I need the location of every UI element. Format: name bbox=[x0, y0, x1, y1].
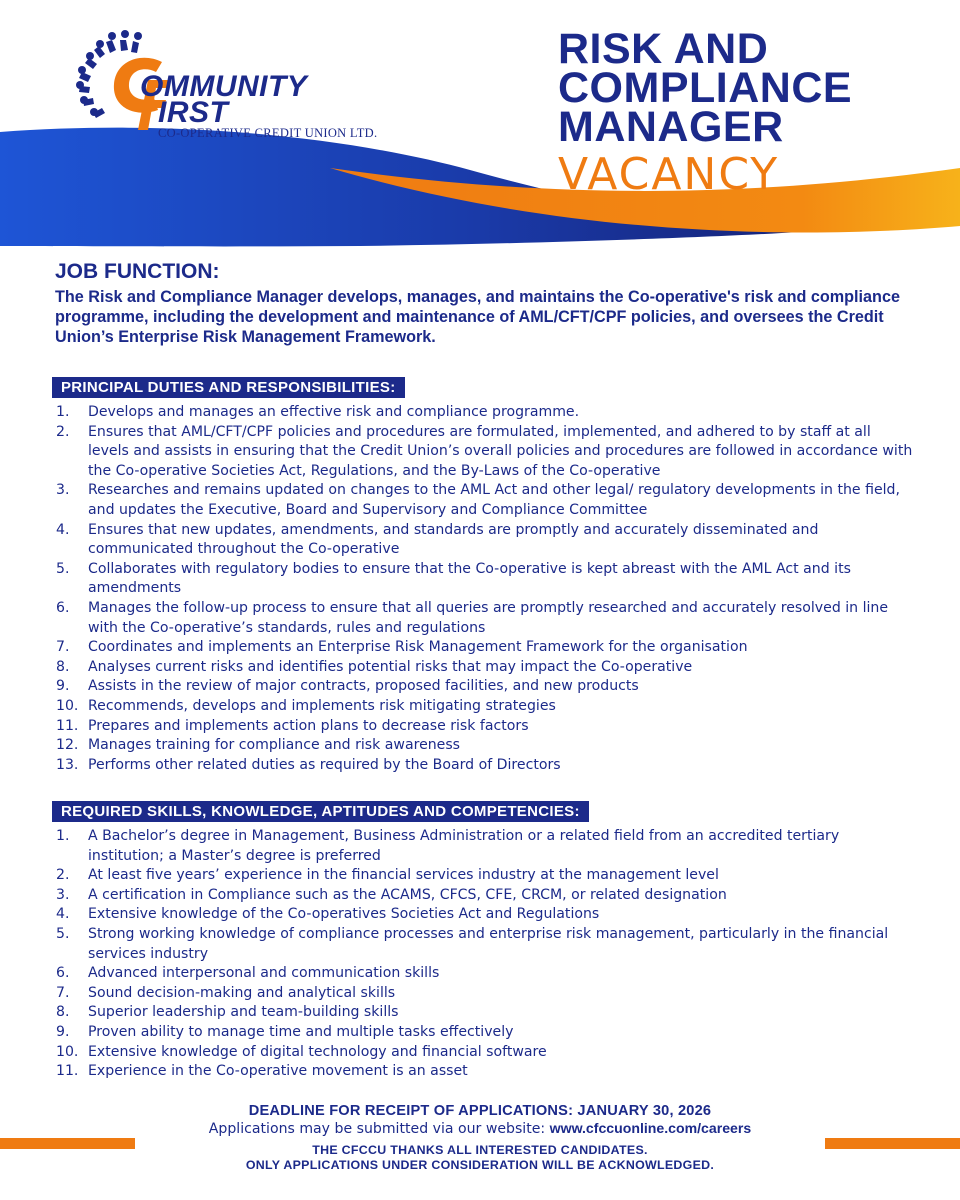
brand-subtitle: CO-OPERATIVE CREDIT UNION LTD. bbox=[158, 126, 378, 140]
item-number: 11. bbox=[56, 1063, 79, 1080]
item-number: 1. bbox=[56, 828, 70, 844]
list-item bbox=[56, 905, 916, 925]
list-item bbox=[56, 638, 916, 658]
item-text: Extensive knowledge of digital technology and financial software bbox=[88, 1043, 547, 1060]
thanks-text bbox=[0, 1143, 960, 1173]
vacancy-word: VACANCY bbox=[558, 149, 780, 200]
item-number: 9. bbox=[56, 1023, 70, 1040]
item-number: 12. bbox=[56, 737, 79, 754]
item-text: Experience in the Co-operative movement is an asset bbox=[88, 1063, 468, 1080]
item-text: Manages the follow-up process to ensure that all queries are promptly researched and accurately resolved in line with the Co-operative’s standards, rules and regulations bbox=[88, 599, 889, 636]
list-item bbox=[56, 560, 916, 599]
item-text: Prepares and implements action plans to decrease risk factors bbox=[88, 717, 529, 734]
item-number: 4. bbox=[56, 906, 70, 923]
footer bbox=[0, 1103, 960, 1173]
item-text: Analyses current risks and identifies potential risks that may impact the Co-operative bbox=[88, 658, 693, 675]
list-item bbox=[56, 1062, 916, 1082]
item-number: 7. bbox=[56, 984, 70, 1001]
list-item bbox=[56, 736, 916, 756]
deadline-text: DEADLINE FOR RECEIPT OF APPLICATIONS: JANUARY 30, 2026 bbox=[248, 1103, 712, 1119]
list-item bbox=[56, 521, 916, 560]
item-number: 9. bbox=[56, 678, 70, 695]
item-text: Recommends, develops and implements risk mitigating strategies bbox=[88, 697, 556, 714]
item-text: Proven ability to manage time and multiple tasks effectively bbox=[88, 1023, 514, 1040]
item-number: 8. bbox=[56, 1004, 70, 1021]
list-item bbox=[56, 866, 916, 886]
item-number: 8. bbox=[56, 658, 70, 675]
item-text: Performs other related duties as required by the Board of Directors bbox=[88, 756, 561, 773]
list-item bbox=[56, 964, 916, 984]
item-text: Superior leadership and team-building skills bbox=[88, 1004, 399, 1021]
item-number: 5. bbox=[56, 560, 70, 577]
item-number: 5. bbox=[56, 925, 70, 942]
list-item bbox=[56, 925, 916, 964]
item-text: Coordinates and implements an Enterprise Risk Management Framework for the organisation bbox=[88, 639, 748, 656]
item-text: Researches and remains updated on changes to the AML Act and other legal/ regulatory developments in the field, and updates the Executive, Board and Supervisory and Compliance Committee bbox=[88, 482, 900, 518]
job-function-heading: JOB FUNCTION: bbox=[55, 260, 220, 283]
title-line-2: COMPLIANCE bbox=[558, 64, 853, 112]
list-item bbox=[56, 1003, 916, 1023]
item-text: A Bachelor’s degree in Management, Business Administration or a related field from an accredited tertiary institution; a Master’s degree is preferred bbox=[88, 828, 840, 864]
item-text: Ensures that new updates, amendments, and standards are promptly and accurately disseminated and communicated throughout the Co-operative bbox=[88, 521, 819, 558]
title-line-3: MANAGER bbox=[558, 103, 784, 151]
acknowledge-line: ONLY APPLICATIONS UNDER CONSIDERATION WILL BE ACKNOWLEDGED. bbox=[245, 1158, 715, 1172]
list-item bbox=[56, 1043, 916, 1063]
item-text: Sound decision-making and analytical skills bbox=[88, 984, 396, 1001]
item-text: Strong working knowledge of compliance processes and enterprise risk management, particularly in the financial services industry bbox=[88, 925, 889, 962]
item-number: 1. bbox=[56, 404, 70, 420]
list-item bbox=[56, 697, 916, 717]
website-link[interactable]: www.cfccuonline.com/careers bbox=[549, 1120, 752, 1136]
item-text: A certification in Compliance such as the ACAMS, CFCS, CFE, CRCM, or related designation bbox=[88, 886, 727, 903]
list-item bbox=[56, 1023, 916, 1043]
website-prefix: Applications may be submitted via our website: bbox=[208, 1121, 550, 1137]
list-item bbox=[56, 599, 916, 638]
list-item bbox=[56, 717, 916, 737]
item-number: 3. bbox=[56, 482, 70, 499]
item-text: Collaborates with regulatory bodies to ensure that the Co-operative is kept abreast with the AML Act and its amendments bbox=[88, 560, 851, 597]
list-item bbox=[56, 984, 916, 1004]
item-number: 4. bbox=[56, 521, 70, 538]
list-item bbox=[56, 403, 916, 423]
item-number: 6. bbox=[56, 599, 70, 616]
vacancy-title bbox=[558, 25, 853, 200]
item-number: 3. bbox=[56, 886, 70, 903]
item-text: Extensive knowledge of the Co-operatives Societies Act and Regulations bbox=[88, 906, 600, 923]
list-item bbox=[56, 827, 916, 866]
list-item bbox=[56, 677, 916, 697]
item-number: 11. bbox=[56, 717, 79, 734]
title-line-1: RISK AND bbox=[558, 25, 769, 73]
list-item bbox=[56, 658, 916, 678]
item-number: 10. bbox=[56, 1043, 79, 1060]
list-item bbox=[56, 481, 916, 520]
item-number: 2. bbox=[56, 423, 70, 440]
duties-list bbox=[56, 403, 916, 775]
list-item bbox=[56, 886, 916, 906]
duties-heading: PRINCIPAL DUTIES AND RESPONSIBILITIES: bbox=[52, 377, 405, 398]
website-line bbox=[0, 1120, 960, 1137]
brand-word-community: OMMUNITY bbox=[140, 70, 308, 103]
item-text: Assists in the review of major contracts, proposed facilities, and new products bbox=[88, 678, 639, 695]
skills-list bbox=[56, 827, 916, 1082]
thanks-line: THE CFCCU THANKS ALL INTERESTED CANDIDATES. bbox=[312, 1143, 648, 1157]
item-number: 6. bbox=[56, 965, 70, 982]
list-item bbox=[56, 423, 916, 482]
item-text: At least five years’ experience in the financial services industry at the management level bbox=[88, 867, 719, 884]
item-number: 2. bbox=[56, 867, 70, 884]
item-text: Advanced interpersonal and communication skills bbox=[88, 965, 440, 982]
job-function-text: The Risk and Compliance Manager develops, manages, and maintains the Co-operative's risk and compliance programme, including the development and maintenance of AML/CFT/CPF policies, and oversees the Credit Union’s Enterprise Risk Management Framework. bbox=[55, 288, 900, 346]
item-number: 13. bbox=[56, 756, 79, 773]
item-number: 10. bbox=[56, 697, 79, 714]
item-text: Manages training for compliance and risk awareness bbox=[88, 737, 461, 754]
item-number: 7. bbox=[56, 639, 70, 656]
item-text: Ensures that AML/CFT/CPF policies and procedures are formulated, implemented, and adhered to by staff at all levels and assists in ensuring that the Credit Union’s overall policies and procedures are followed in accordance with the Co-operative Societies Act, Regulations, and the By-Laws of the Co-operative bbox=[88, 423, 913, 479]
brand-word-first: IRST bbox=[158, 96, 229, 129]
item-text: Develops and manages an effective risk and compliance programme. bbox=[88, 404, 580, 420]
skills-heading: REQUIRED SKILLS, KNOWLEDGE, APTITUDES AND COMPETENCIES: bbox=[52, 801, 589, 822]
list-item bbox=[56, 756, 916, 776]
